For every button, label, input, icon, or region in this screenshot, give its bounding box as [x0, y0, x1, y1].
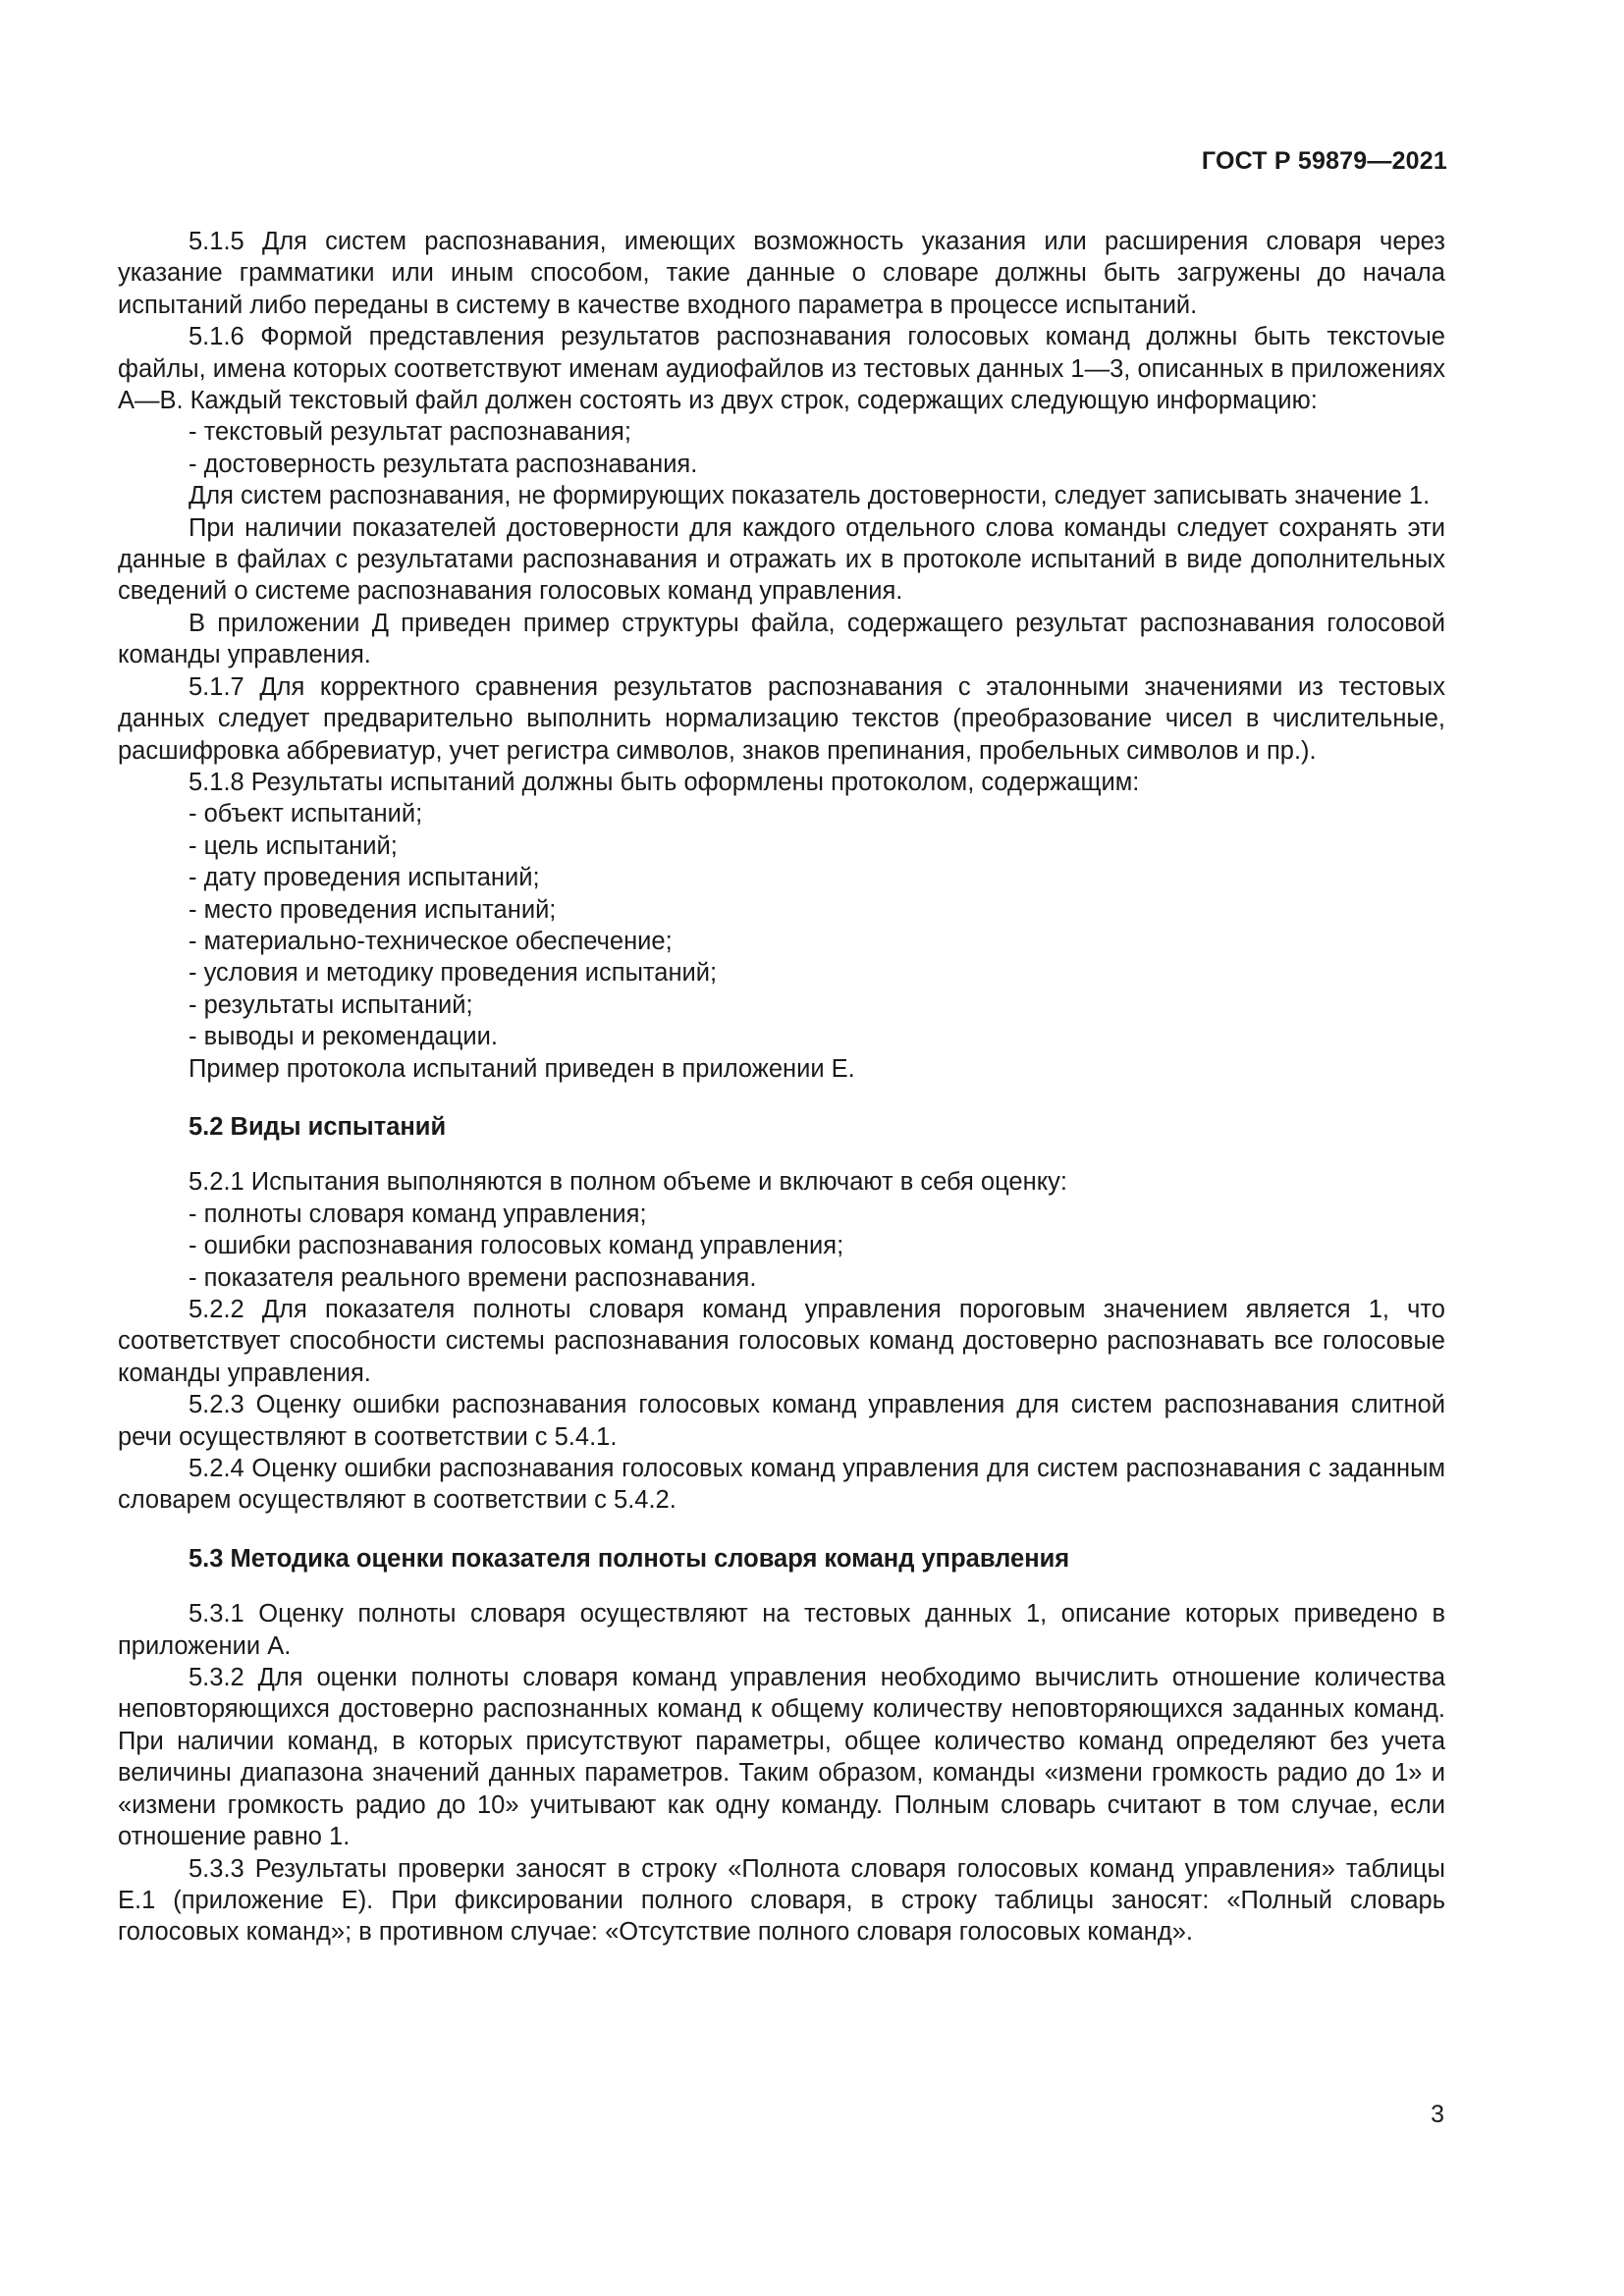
paragraph-5-3-2: 5.3.2 Для оценки полноты словаря команд управления необходимо вычислить отношение количества неповторяющихся достоверно распознанных команд к общему количеству неповторяющихся заданных команд. При наличии команд, в которых присутствуют параметры, общее количество команд определяют без учета величины диапазона значений данных параметров. Таким образом, команды «измени громкость радио до 1» и «измени громкость радио до 10» учитывают как одну команду. Полным словарь считают в том случае, если отношение равно 1. — [118, 1664, 1445, 1851]
page-number: 3 — [1431, 2101, 1444, 2128]
paragraph-5-1-8: 5.1.8 Результаты испытаний должны быть оформлены протоколом, содержащим: — [189, 768, 1140, 796]
paragraph-5-2-3: 5.2.3 Оценку ошибки распознавания голосовых команд управления для систем распознавания слитной речи осуществляют в соответствии с 5.4.1. — [118, 1391, 1445, 1451]
document-body — [118, 226, 1445, 1949]
list-item: - объект испытаний; — [189, 800, 423, 828]
list-item: - показателя реального времени распознавания. — [189, 1263, 757, 1292]
list-item: - цель испытаний; — [189, 831, 398, 860]
paragraph-5-2-1: 5.2.1 Испытания выполняются в полном объеме и включают в себя оценку: — [189, 1168, 1067, 1197]
paragraph-5-2-4: 5.2.4 Оценку ошибки распознавания голосовых команд управления для систем распознавания с заданным словарем осуществляют в соответствии с 5.4.2. — [118, 1455, 1445, 1515]
list-item: - достоверность результата распознавания. — [189, 450, 698, 478]
paragraph-5-1-7: 5.1.7 Для корректного сравнения результатов распознавания с эталонными значениями из тестовых данных следует предварительно выполнить нормализацию текстов (преобразование чисел в числительные, расшифровка аббревиатур, учет регистра символов, знаков препинания, пробельных символов и пр.). — [118, 672, 1445, 765]
paragraph-5-3-3: 5.3.3 Результаты проверки заносят в строку «Полнота словаря голосовых команд управления» таблицы Е.1 (приложение Е). При фиксировании полного словаря, в строку таблицы заносят: «Полный словарь голосовых команд»; в противном случае: «Отсутствие полного словаря голосовых команд». — [118, 1854, 1445, 1947]
paragraph-5-1-6-note-1: Для систем распознавания, не формирующих показатель достоверности, следует записывать значение 1. — [189, 482, 1431, 510]
list-item: - выводы и рекомендации. — [189, 1023, 498, 1051]
list-item: - материально-техническое обеспечение; — [189, 927, 673, 955]
list-item: - результаты испытаний; — [189, 990, 473, 1019]
section-heading-5-2: 5.2 Виды испытаний — [189, 1112, 447, 1141]
list-item: - дату проведения испытаний; — [189, 864, 540, 892]
list-item: - условия и методику проведения испытаний; — [189, 959, 718, 988]
list-item: - полноты словаря команд управления; — [189, 1200, 647, 1228]
paragraph-5-1-5: 5.1.5 Для систем распознавания, имеющих возможность указания или расширения словаря через указание грамматики или иным способом, такие данные о словаре должны быть загружены до начала испытаний либо переданы в систему в качестве входного параметра в процессе испытаний. — [118, 228, 1445, 319]
paragraph-5-1-8-note: Пример протокола испытаний приведен в приложении Е. — [189, 1054, 855, 1083]
list-item: - место проведения испытаний; — [189, 895, 557, 924]
paragraph-5-2-2: 5.2.2 Для показателя полноты словаря команд управления пороговым значением является 1, что соответствует способности системы распознавания голосовых команд достоверно распознавать все голосовые команды управления. — [118, 1296, 1445, 1387]
list-item: - ошибки распознавания голосовых команд управления; — [189, 1232, 844, 1260]
list-item: - текстовый результат распознавания; — [189, 418, 631, 447]
section-heading-5-3: 5.3 Методика оценки показателя полноты словаря команд управления — [189, 1544, 1070, 1573]
paragraph-5-1-6: 5.1.6 Формой представления результатов распознавания голосовых команд должны быть текстоvые файлы, имена которых соответствуют именам аудиофайлов из тестовых данных 1—3, описанных в приложениях А—В. Каждый текстовый файл должен состоять из двух строк, содержащих следующую информацию: — [118, 323, 1445, 415]
paragraph-5-1-6-note-3: В приложении Д приведен пример структуры файла, содержащего результат распознавания голосовой команды управления. — [118, 609, 1445, 669]
paragraph-5-3-1: 5.3.1 Оценку полноты словаря осуществляют на тестовых данных 1, описание которых приведено в приложении А. — [118, 1600, 1445, 1660]
paragraph-5-1-6-note-2: При наличии показателей достоверности для каждого отдельного слова команды следует сохранять эти данные в файлах с результатами распознавания и отражать их в протоколе испытаний в виде дополнительных сведений о системе распознавания голосовых команд управления. — [118, 513, 1445, 606]
standard-id-header: ГОСТ Р 59879—2021 — [1201, 147, 1447, 175]
